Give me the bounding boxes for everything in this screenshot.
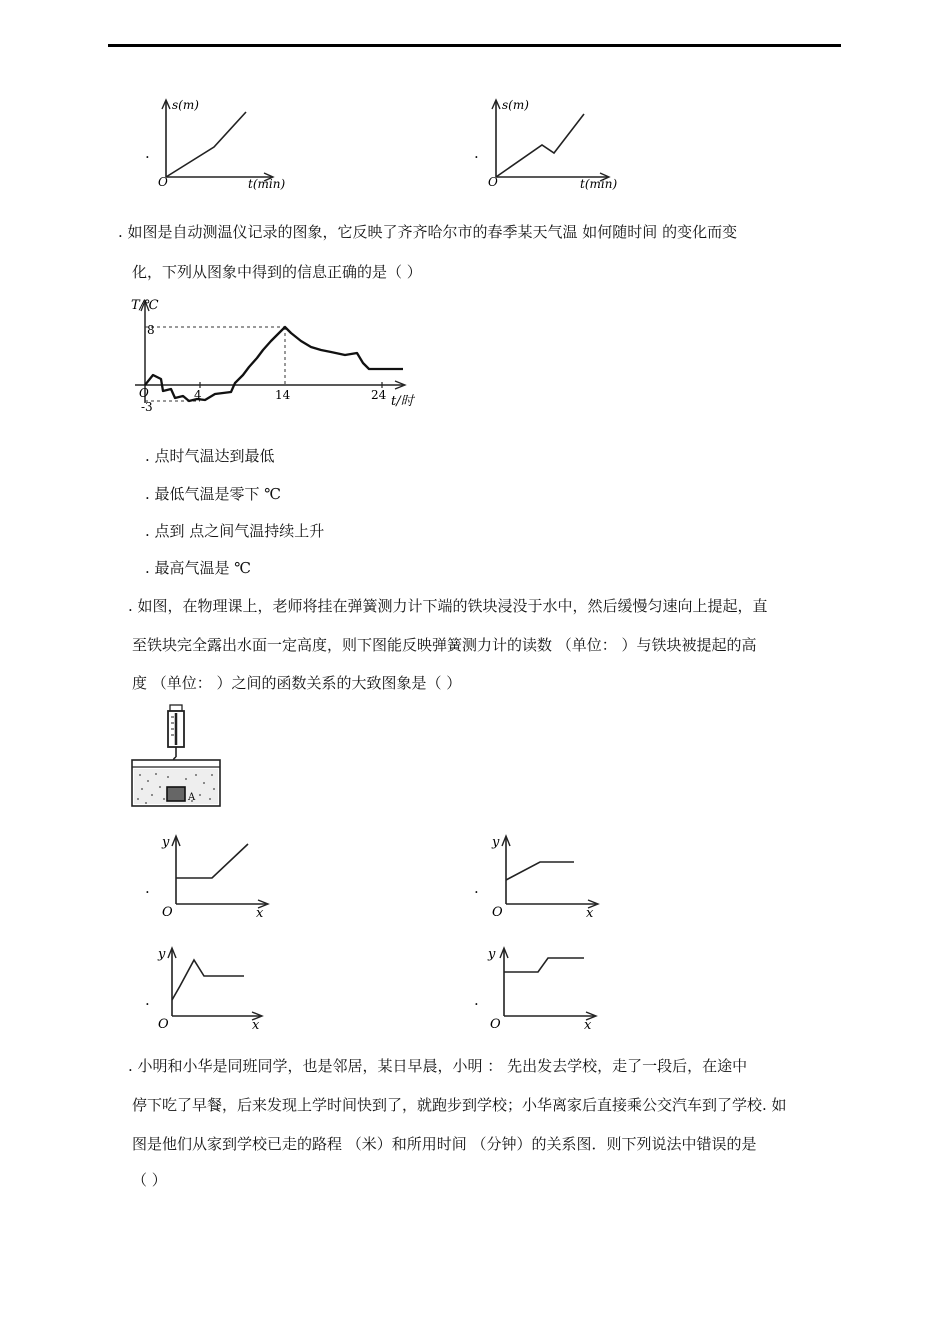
spring-graph-c xyxy=(150,942,280,1037)
block-label: A xyxy=(188,792,196,803)
spring-balance-illustration xyxy=(130,703,225,813)
spring-graph-a xyxy=(152,830,282,925)
y-axis-label: T/℃ xyxy=(131,298,159,313)
x-tick-4: 4 xyxy=(194,388,202,402)
origin-label: O xyxy=(162,905,173,920)
q-spring-line3: 度 （单位： ）之间的函数关系的大致图象是（ ） xyxy=(132,674,462,692)
y-axis-label: y xyxy=(492,835,500,850)
temperature-graph xyxy=(125,295,425,415)
q-school-line2: 停下吃了早餐，后来发现上学时间快到了，就跑步到学校；小华离家后直接乘公交汽车到了学校. 如 xyxy=(132,1096,787,1114)
x-axis-label: x xyxy=(586,906,594,921)
header-rule xyxy=(108,44,841,47)
q-temp-option-c: . 点到 点之间气温持续上升 xyxy=(145,522,325,540)
origin-label: O xyxy=(490,1017,501,1032)
y-axis-label: s(m) xyxy=(502,98,529,112)
spring-graph-b xyxy=(482,830,612,925)
q-temp-line1: . 如图是自动测温仪记录的图象，它反映了齐齐哈尔市的春季某天气温 如何随时间 的变化而变 xyxy=(118,223,738,241)
x-tick-14: 14 xyxy=(275,388,291,402)
q-temp-option-a: . 点时气温达到最低 xyxy=(145,447,275,465)
q-spring-line2: 至铁块完全露出水面一定高度，则下图能反映弹簧测力计的读数 （单位： ）与铁块被提起的高 xyxy=(132,636,757,654)
q-temp-option-d: . 最高气温是 ℃ xyxy=(145,559,252,577)
q-school-line1: . 小明和小华是同班同学，也是邻居，某日早晨，小明 ： 先出发去学校，走了一段后，在途中 xyxy=(128,1057,748,1075)
y-axis-label: s(m) xyxy=(172,98,199,112)
option-marker: . xyxy=(145,144,150,162)
y-axis-label: y xyxy=(488,947,496,962)
q-temp-option-b: . 最低气温是零下 ℃ xyxy=(145,485,282,503)
y-tick-8: 8 xyxy=(147,323,155,337)
origin-label: O xyxy=(488,175,498,189)
q-school-line3: 图是他们从家到学校已走的路程 （米）和所用时间 （分钟）的关系图．则下列说法中错误的是 xyxy=(132,1135,757,1153)
x-axis-label: x xyxy=(584,1018,592,1033)
origin-label: O xyxy=(158,1017,169,1032)
y-tick-minus3: -3 xyxy=(141,400,153,414)
x-axis-label: t/时 xyxy=(391,394,414,409)
q-temp-line2: 化，下列从图象中得到的信息正确的是（ ） xyxy=(132,263,422,281)
q-spring-line1: . 如图，在物理课上，老师将挂在弹簧测力计下端的铁块浸没于水中，然后缓慢匀速向上提起，直 xyxy=(128,597,768,615)
spring-graph-d xyxy=(482,942,612,1037)
y-axis-label: y xyxy=(162,835,170,850)
y-axis-label: y xyxy=(158,947,166,962)
q-school-line4: （ ） xyxy=(132,1171,167,1189)
option-marker: . xyxy=(145,879,150,897)
x-tick-24: 24 xyxy=(371,388,387,402)
origin-label: O xyxy=(492,905,503,920)
origin-label: O xyxy=(158,175,168,189)
x-axis-label: t(min) xyxy=(580,177,618,191)
x-axis-label: t(min) xyxy=(248,177,286,191)
option-marker: . xyxy=(474,144,479,162)
option-marker: . xyxy=(474,879,479,897)
origin-label: O xyxy=(139,386,149,400)
top-graph-right xyxy=(480,95,630,195)
x-axis-label: x xyxy=(252,1018,260,1033)
top-graph-left xyxy=(150,95,300,195)
option-marker: . xyxy=(145,991,150,1009)
option-marker: . xyxy=(474,991,479,1009)
x-axis-label: x xyxy=(256,906,264,921)
